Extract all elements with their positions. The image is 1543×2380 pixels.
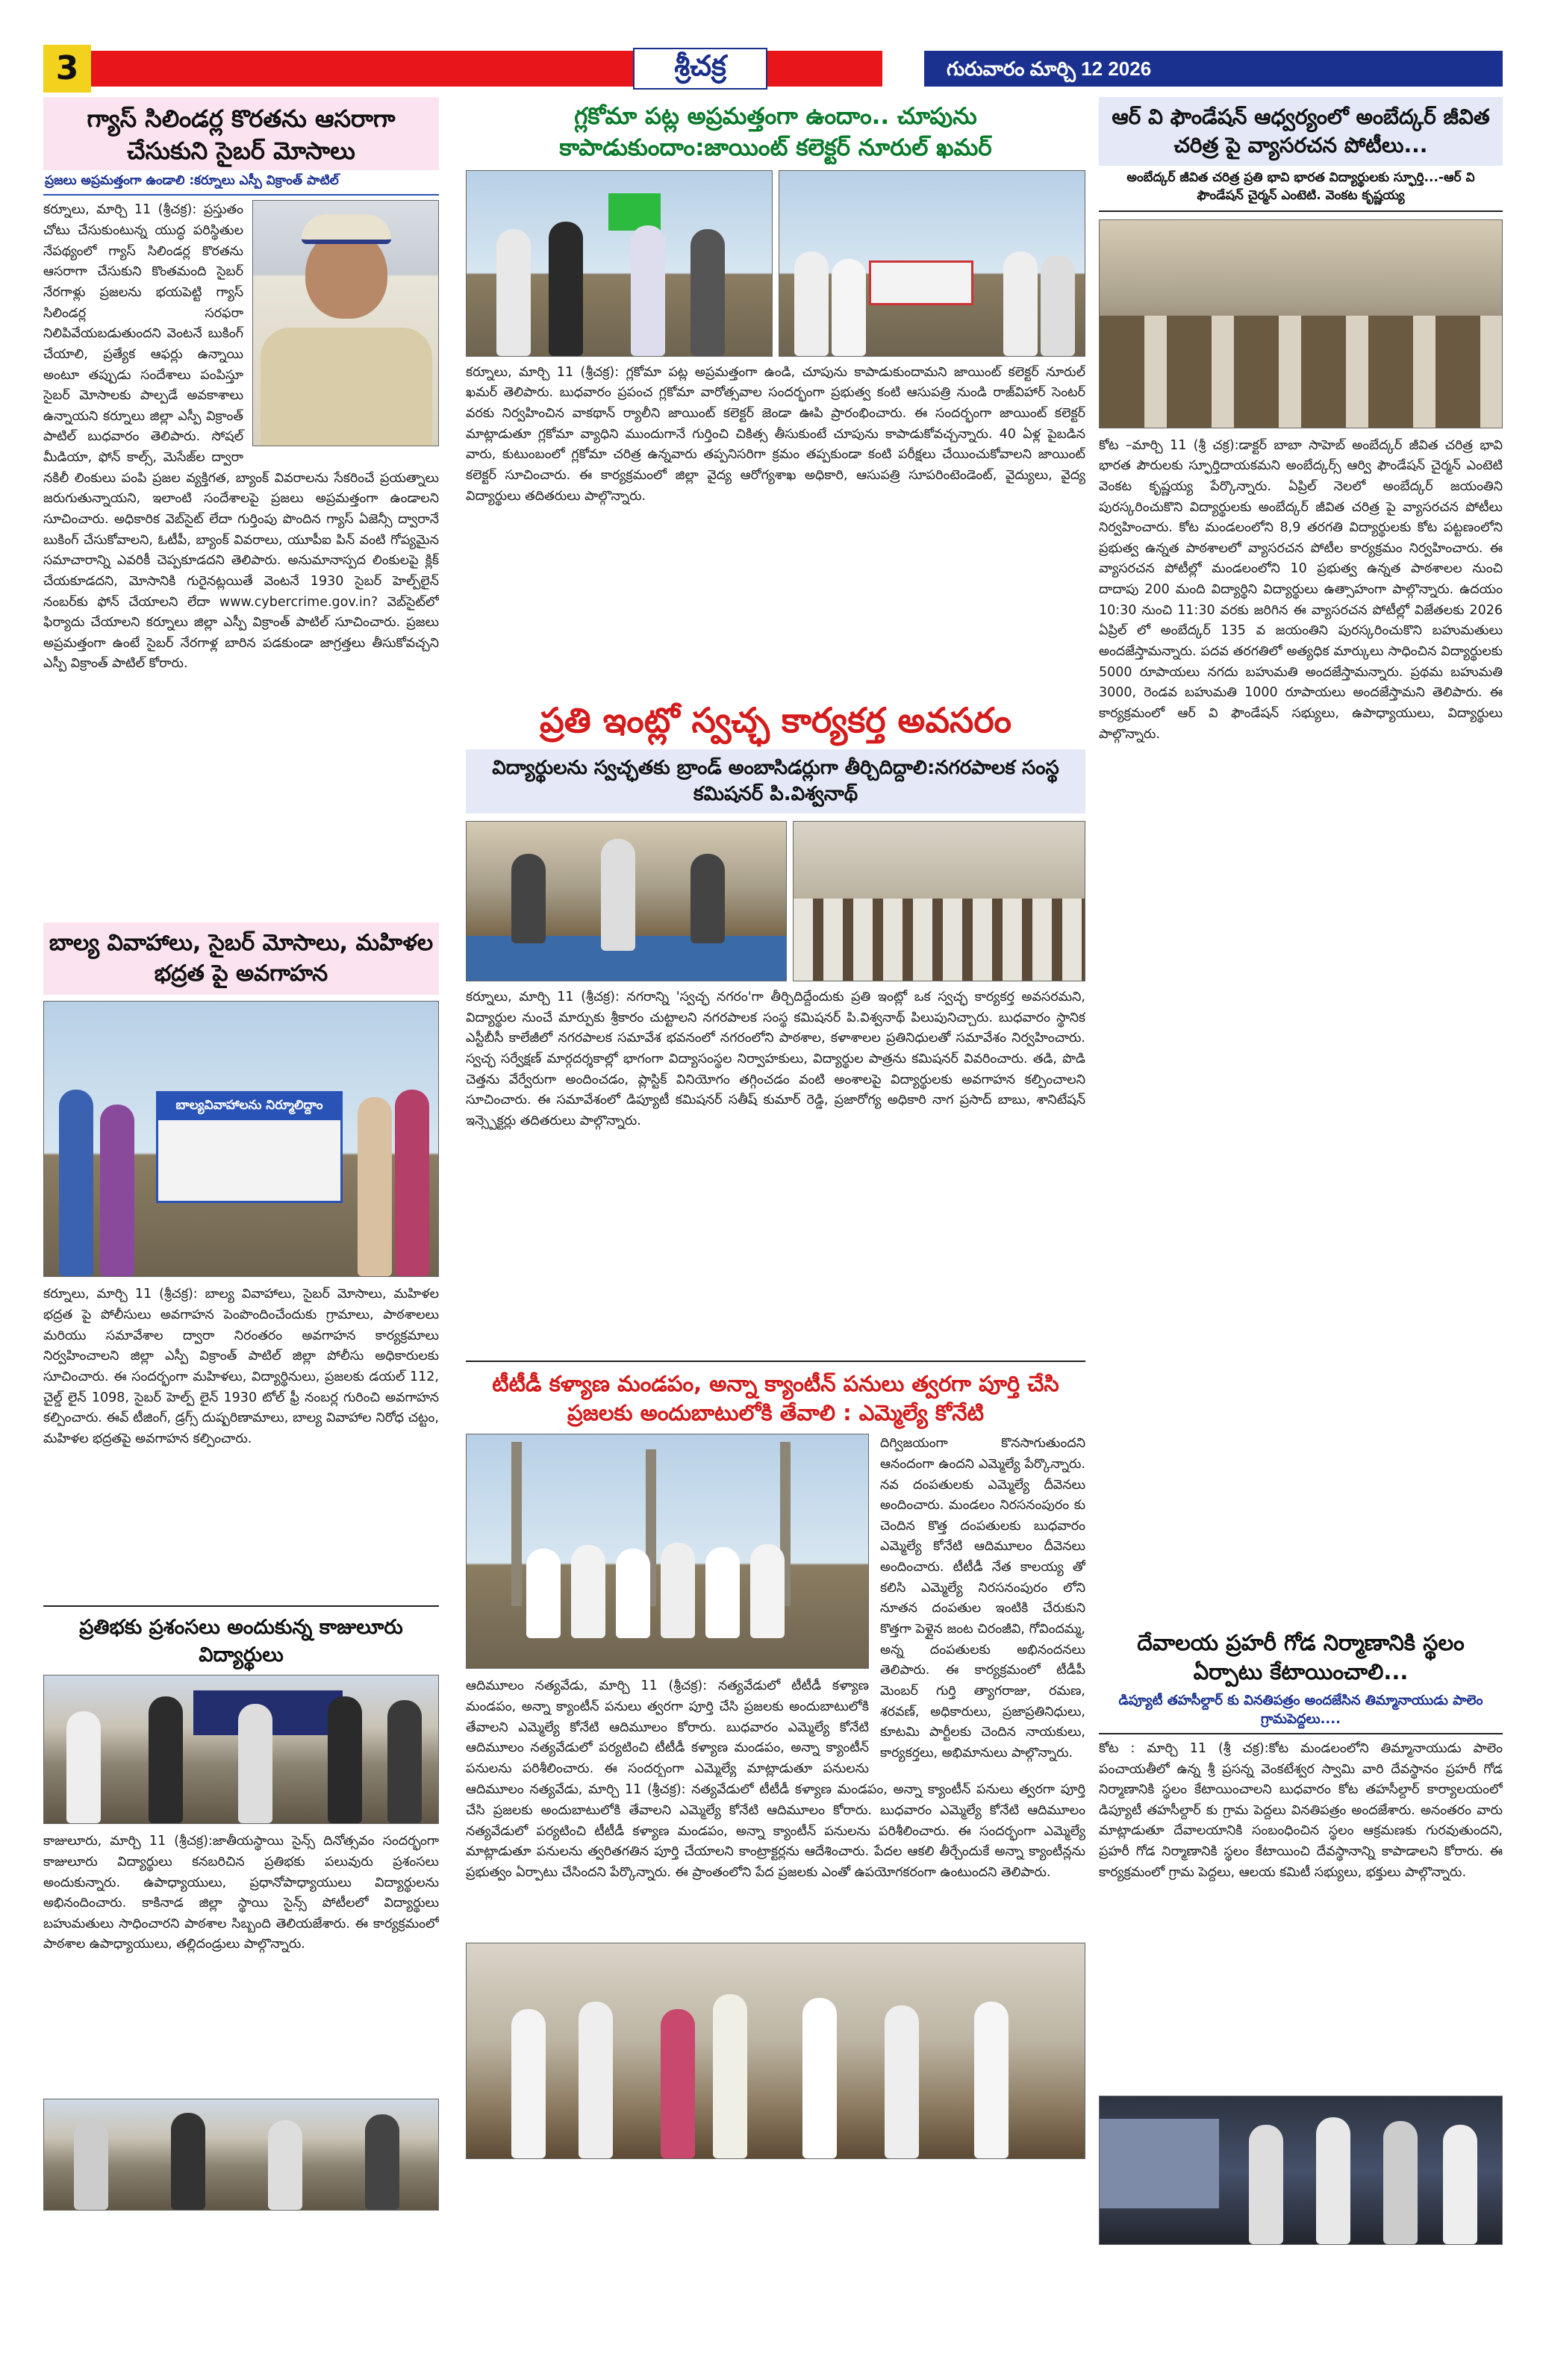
mla-group-person — [705, 1547, 740, 1638]
audience-rows — [794, 899, 1085, 981]
walkathon-photo — [779, 170, 1085, 357]
walker-person — [794, 252, 829, 356]
blessing-person — [802, 1998, 837, 2158]
essay-competition-photo — [1099, 219, 1503, 428]
award-person — [268, 2120, 302, 2210]
right-story1-subhead: అంబేద్కర్ జీవిత చరిత్ర ప్రతి భావి భారత విద్యార్థులకు స్ఫూర్తి...-ఆర్ వి ఫౌండేషన్ చైర్మన్ ఎంటెటి. వెంకట కృష్ణయ్య — [1099, 166, 1503, 212]
classroom-desks — [1100, 316, 1502, 428]
award-person — [66, 1711, 101, 1823]
blessing-person — [511, 2009, 546, 2158]
walker-person — [832, 259, 866, 356]
rally-banner-text: బాల్యవివాహాలను నిర్మూలిద్దాం — [158, 1093, 340, 1120]
groom-person — [713, 1994, 747, 2158]
award-person — [149, 1696, 183, 1823]
award-person — [171, 2113, 205, 2210]
award-person — [387, 1700, 422, 1823]
meeting-dais-photo — [466, 821, 787, 981]
bride-person — [661, 2009, 695, 2158]
blessing-person — [579, 2002, 613, 2158]
left-story3-headline: ప్రతిభకు ప్రశంసలు అందుకున్న కాజులూరు విద్యార్థులు — [43, 1605, 439, 1675]
left-story1-block — [43, 200, 439, 916]
left-story3-body: కాజులూరు, మార్చి 11 (శ్రీచక్ర):జాతీయస్థాయి సైన్స్ దినోత్సవం సందర్భంగా కాజులూరు విద్యార్థులు కనబరిచిన ప్రతిభకు పలువురు ప్రశంసలు అందుకున్నారు. ఉపాధ్యాయులు, ప్రధానోపాధ్యాయులు విద్యార్థులను అభినందించారు. కాకినాడ జిల్లా స్థాయి సైన్స్ పోటీలలో విద్యార్థులు బహుమతులు సాధించారని పాఠశాల సిబ్బంది తెలియజేశారు. ఈ కార్యక్రమంలో పాఠశాల ఉపాధ్యాయులు, తల్లిదండ్రులు పాల్గొన్నారు. — [43, 1834, 439, 1952]
newspaper-logo — [633, 48, 767, 90]
rally-person — [59, 1090, 93, 1276]
officials-person — [691, 229, 725, 356]
pillar-shape — [511, 1442, 522, 1606]
officials-person — [631, 225, 665, 356]
mla-group-person — [571, 1545, 605, 1638]
newspaper-logo-text: శ్రీచక్ర — [674, 48, 726, 82]
rally-person — [395, 1090, 429, 1276]
petition-person — [1443, 2125, 1477, 2244]
left-story2-body: కర్నూలు, మార్చి 11 (శ్రీచక్ర): బాల్య వివాహాలు, సైబర్ మోసాలు, మహిళల భద్రత పై పోలీసులు అవగాహన పెంపొందించేందుకు గ్రామాలు, పాఠశాలలు మరియు సమావేశాల ద్వారా నిరంతరం అవగాహన కార్యక్రమాలు నిర్వహించాలని జిల్లా ఎస్పీ విక్రాంత్ పాటిల్ జిల్లా పోలీసు అధికారులకు సూచించారు. ఈ సందర్భంగా మహిళలు, విద్యార్థినులు, ప్రజలకు డయల్ 112, చైల్డ్ లైన్ 1098, సైబర్ హెల్ప్ లైన్ 1930 టోల్ ఫ్రీ నంబర్ల గురించి అవగాహన కల్పించారు. ఈవ్ టీజింగ్, డ్రగ్స్ దుష్పరిణామాలు, బాల్య వివాహాల నిరోధ చట్టం, మహిళల భద్రతపై అవగాహన కల్పించారు. — [43, 1287, 439, 1446]
mid-story3-body-bottom-a: ఆదిమూలం నత్యవేడు, మార్చి 11 (శ్రీచక్ర): నత్యవేడులో టీటీడీ కళ్యాణ మండపం, అన్నా క్యాంటీన్ పనులు త్వరగా పూర్తి చేసి ప్రజలకు అందుబాటులోకి తేవాలని ఎమ్మెల్యే కోనేటి ఆదిమూలం కోరారు. బుధవారం ఎమ్మెల్యే కోనేటి ఆదిమూలం నత్యవేడులో పర్యటించి టీటీడీ కళ్యాణ మండపం, అన్నా క్యాంటీన్ పనులను పరిశీలించారు. ఈ సందర్భంగా ఎమ్మెల్యే మాట్లాడుతూ పనులను — [466, 1678, 869, 1776]
dais-person — [511, 854, 546, 943]
meeting-audience-photo — [793, 821, 1085, 981]
award-person — [365, 2114, 399, 2210]
left-story2-header — [43, 922, 439, 995]
right-story1-body: కోట –మార్చి 11 (శ్రీ చక్ర):డాక్టర్ బాబా సాహెబ్ అంబేద్కర్ జీవిత చరిత్ర భావి భారత పౌరులకు స్ఫూర్తిదాయకమని అంబేద్కర్స్ ఆర్వి ఫౌండేషన్ చైర్మన్ ఎంటెటి వెంకట కృష్ణయ్య పేర్కొన్నారు. ఏప్రిల్ నెలలో అంబేద్కర్ జయంతిని పురస్కరించుకొని విద్యార్థులకు అంబేద్కర్ జీవిత చరిత్ర పై వ్యాసరచన పోటీలు నిర్వహించారు. కోట మండలంలోని 8,9 తరగతి విద్యార్థులకు కోట పట్టణంలోని ప్రభుత్వ ఉన్నత పాఠశాలలో వ్యాసరచన పోటీల కార్యక్రమం నిర్వహించారు. ఈ వ్యాసరచన పోటీల్లో మండలంలోని 10 ప్రభుత్వ ఉన్నత పాఠశాలల నుంచి దాదాపు 200 మంది విద్యార్థిని విద్యార్థులు ఉత్సాహంగా పాల్గొన్నారు. ఉదయం 10:30 నుంచి 11:30 వరకు జరిగిన ఈ వ్యాసరచన పోటీల్లో విజేతలకు 2026 ఏప్రిల్ లో అంబేద్కర్ 135 వ జయంతిని పురస్కరించుకొని బహుమతులు అందజేస్తామన్నారు. పదవ తరగతిలో అత్యధిక మార్కులు సాధించిన విద్యార్థులకు 5000 రూపాయలు నగదు బహుమతి అందజేస్తామన్నారు. ప్రథమ బహుమతి 3000, రెండవ బహుమతి 1000 రూపాయలు అందజేస్తామని తెలిపారు. ఈ కార్యక్రమంలో ఆర్ వి ఫౌండేషన్ సభ్యులు, ఉపాధ్యాయులు, విద్యార్థులు పాల్గొన్నారు. — [1099, 437, 1503, 742]
rally-banner — [156, 1091, 343, 1203]
officials-person — [549, 222, 583, 356]
right-story2-headline: దేవాలయ ప్రహరీ గోడ నిర్మాణానికి స్థలం ఏర్పాటు కేటాయించాలి... — [1137, 1629, 1465, 1684]
left-story2-headline: బాల్య వివాహాలు, సైబర్ మోసాలు, మహిళల భద్రత పై అవగాహన — [49, 930, 434, 987]
mid-story3-block — [466, 1434, 1085, 1777]
walker-person — [1041, 255, 1075, 356]
glaucoma-photos — [466, 170, 1085, 357]
mla-group-person — [616, 1549, 650, 1638]
mid-story2-subhead: విద్యార్థులను స్వచ్ఛతకు బ్రాండ్ అంబాసిడర్లుగా తీర్చిదిద్దాలి:నగరపాలక సంస్థ కమిషనర్ పి.విశ్వనాథ్ — [466, 749, 1085, 813]
walkathon-banner — [869, 260, 973, 305]
right-column — [1099, 97, 1503, 2245]
middle-column — [466, 97, 1085, 2159]
blessing-person — [974, 2002, 1009, 2158]
rally-person — [100, 1105, 134, 1276]
right-story2-body: కోట : మార్చి 11 (శ్రీ చక్ర):కోట మండలంలోని తిమ్మానాయుడు పాలెం పంచాయతీలో ఉన్న శ్రీ ప్రసన్న వెంకటేశ్వర స్వామి వారి దేవస్థానం ప్రహరీ గోడ నిర్మాణానికి స్థలం కేటాయించాలని బుధవారం కోట తహసీల్దార్ కార్యాలయంలో డిప్యూటీ తహసీల్దార్ కు గ్రామ పెద్దలు వినతిపత్రం అందజేశారు. అనంతరం వారు మాట్లాడుతూ దేవాలయానికి సంబంధించిన స్థలం ఆక్రమణకు గురవుతుందని, ప్రహరీ గోడ నిర్మాణానికి స్థలం కేటాయించి దేవస్థానాన్ని కాపాడాలని కోరారు. ఈ కార్యక్రమంలో గ్రామ పెద్దలు, ఆలయ కమిటీ సభ్యులు, భక్తులు పాల్గొన్నారు. — [1099, 1740, 1503, 1880]
left-column — [43, 97, 439, 2211]
petition-person — [1383, 2121, 1418, 2244]
dais-person — [691, 854, 725, 943]
right-story2-subhead: డిప్యూటీ తహసీల్దార్ కు వినతిపత్రం అందజేసిన తిమ్మానాయుడు పాలెం గ్రామపెద్దలు.... — [1099, 1690, 1503, 1734]
mla-group-person — [750, 1544, 785, 1638]
award-person — [328, 1696, 362, 1823]
dais-person — [601, 839, 635, 951]
left-story1-byline: ప్రజలు అప్రమత్తంగా ఉండాలి :కర్నూలు ఎస్పీ విక్రాంత్ పాటిల్ — [43, 170, 439, 196]
left-story1-header — [43, 97, 439, 170]
left-story1-headline: గ్యాస్ సిలిండర్ల కొరతను ఆసరాగా చేసుకుని సైబర్ మోసాలు — [87, 104, 396, 166]
petition-person — [1316, 2117, 1350, 2244]
mid-story3-headline: టీటీడీ కళ్యాణ మండపం, అన్నా క్యాంటీన్ పనులు త్వరగా పూర్తి చేసి ప్రజలకు అందుబాటులోకి తేవాలి : ఎమ్మెల్యే కోనేటి — [466, 1361, 1085, 1434]
walker-person — [1003, 252, 1038, 356]
blessing-person — [885, 2005, 919, 2158]
mid-story3-body-right: దిగ్విజయంగా కొనసాగుతుందని ఆనందంగా ఉందని ఎమ్మెల్యే పేర్కొన్నారు. నవ దంపతులకు ఎమ్మెల్యే దీవెనలు అందించారు. మండలం నిరసనంపురం కు చెందిన కొత్త దంపతులకు బుధవారం ఎమ్మెల్యే కోనేటి ఆదిమూలం దీవెనలు అందించారు. టీటీడీ నేత కాలయ్య తో కలిసి ఎమ్మెల్యే నిరసనంపురం లోని నూతన దంపతుల ఇంటికి చేరుకుని కొత్తగా పెళ్లైన జంట చిరంజీవి, గోవిందమ్మ, అన్న దంపతులకు అభినందనలు తెలిపారు. ఈ కార్యక్రమంలో టీడీపీ మెంబర్ గుర్తి త్యాగరాజు, రమణ, శరవణ్, అధికారులు, ప్రజాప్రతినిధులు, కూటమి పార్టీలకు చెందిన నాయకులు, కార్యకర్తలు, అభిమానులు పాల్గొన్నారు. — [880, 1436, 1085, 1761]
masthead — [43, 45, 1503, 93]
officials-person — [496, 229, 531, 356]
mla-group-person — [661, 1543, 695, 1638]
flag-off-photo — [466, 170, 773, 357]
right-story1-headline: ఆర్ వి ఫౌండేషన్ ఆధ్వర్యంలో అంబేద్కర్ జీవిత చరిత్ర పై వ్యాసరచన పోటీలు... — [1112, 104, 1490, 157]
mid-story2-headline: ప్రతి ఇంట్లో స్వచ్ఛ కార్యకర్త అవసరం — [540, 699, 1011, 740]
petition-handover-photo — [1099, 2096, 1503, 2245]
green-flag — [608, 193, 661, 231]
students-award-photo-1 — [43, 1675, 439, 1824]
petition-person — [1249, 2125, 1283, 2244]
newlyweds-blessing-photo — [466, 1943, 1085, 2159]
right-story1-header — [1099, 97, 1503, 166]
left-story1-body — [43, 200, 439, 909]
construction-site-photo — [466, 1434, 869, 1669]
mla-group-person — [526, 1549, 561, 1638]
mid-story3-body-bottom: ఆదిమూలం నత్యవేడు, మార్చి 11 (శ్రీచక్ర): నత్యవేడులో టీటీడీ కళ్యాణ మండపం, అన్నా క్యాంటీన్ పనులు త్వరగా పూర్తి చేసి ప్రజలకు అందుబాటులోకి తేవాలని ఎమ్మెల్యే కోనేటి ఆదిమూలం కోరారు. బుధవారం ఎమ్మెల్యే కోనేటి ఆదిమూలం నత్యవేడులో పర్యటించి టీటీడీ కళ్యాణ మండపం, అన్నా క్యాంటీన్ పనులను పరిశీలించారు. ఈ సందర్భంగా ఎమ్మెల్యే మాట్లాడుతూ పనులను త్వరితగతిన పూర్తి చేయాలని కాంట్రాక్టర్లను ఆదేశించారు. పేదల ఆకలి తీర్చేందుకే అన్నా క్యాంటీన్లను ప్రభుత్వం ఏర్పాటు చేసిందని పేర్కొన్నారు. ఈ ప్రాంతంలోని పేద ప్రజలకు ఎంతో ఉపయోగకరంగా ఉంటుందని తెలిపారు. — [466, 1782, 1085, 1880]
award-person — [238, 1704, 272, 1823]
rally-person — [358, 1097, 392, 1276]
mid-story1-headline: గ్లకోమా పట్ల అప్రమత్తంగా ఉందాం.. చూపును కాపాడుకుందాం:జాయింట్ కలెక్టర్ నూరుల్ ఖమర్ — [559, 103, 992, 161]
students-award-photo-2 — [43, 2099, 439, 2211]
mid-story2-body: కర్నూలు, మార్చి 11 (శ్రీచక్ర): నగరాన్ని 'స్వచ్ఛ నగరం'గా తీర్చిదిద్దేందుకు ప్రతి ఇంట్లో ఒక స్వచ్ఛ కార్యకర్త అవసరమని, విద్యార్థుల నుంచే మార్పుకు శ్రీకారం చుట్టాలని నగరపాలక సంస్థ కమిషనర్ పి.విశ్వనాథ్ పిలుపునిచ్చారు. బుధవారం స్థానిక ఎస్టీబీసీ కాలేజీలో నగరపాలక సమావేశ భవనంలో నగరంలోని పాఠశాల, కళాశాలల ప్రతినిధులతో సమావేశం నిర్వహించారు. స్వచ్ఛ సర్వేక్షణ్ మార్గదర్శకాల్లో భాగంగా విద్యాసంస్థల నిర్వాహకులు, విద్యార్థుల పాత్రను కమిషనర్ వివరించారు. తడి, పొడి చెత్తను వేర్వేరుగా అందించడం, ప్లాస్టిక్ వినియోగం తగ్గించడం వంటి అంశాలపై విద్యార్థులకు అవగాహన కల్పించాలని సూచించారు. ఈ సమావేశంలో డిప్యూటీ కమిషనర్ సతీష్ కుమార్ రెడ్డి, ప్రజారోగ్య అధికారి నాగ ప్రసాద్ బాబు, శానిటేషన్ ఇన్స్పెక్టర్లు తదితరులు పాల్గొన్నారు. — [466, 989, 1085, 1128]
issue-date: గురువారం మార్చి 12 2026 — [924, 51, 1503, 87]
page-number: 3 — [43, 45, 91, 93]
award-person — [74, 2120, 108, 2210]
commissioner-meeting-photos — [466, 821, 1085, 981]
left-story1-text: కర్నూలు, మార్చి 11 (శ్రీచక్ర): ప్రస్తుతం చోటు చేసుకుంటున్న యుద్ధ పరిస్థితుల నేపథ్యంలో గ్యాస్ సిలిండర్ల కొరతను ఆసరాగా చేసుకుని కొంతమంది సైబర్ నేరగాళ్లు ప్రజలను భయపెట్టి గ్యాస్ సిలిండర్ల సరఫరా నిలిపివేయబడుతుందని వెంటనే బుకింగ్ చేయాలి, ప్రత్యేక ఆఫర్లు ఉన్నాయి అంటూ తప్పుడు సందేశాలు పంపిస్తూ సైబర్ మోసాలకు పాల్పడే అవకాశాలు ఉన్నాయని కర్నూలు జిల్లా ఎస్పీ విక్రాంత్ పాటిల్ బుధవారం తెలిపారు. సోషల్ మీడియా, ఫోన్ కాల్స్, మెసేజ్‌ల ద్వారా నకిలీ లింకులు పంపి ప్రజల వ్యక్తిగత, బ్యాంక్ వివరాలను సేకరించే ప్రయత్నాలు జరుగుతున్నాయని, ఇలాంటి సందేశాలపై ప్రజలు అప్రమత్తంగా ఉండాలని సూచించారు. అధికారిక వెబ్‌సైట్ లేదా గుర్తింపు పొందిన గ్యాస్ ఏజెన్సీ ద్వారానే బుకింగ్ చేసుకోవాలని, ఓటీపీ, బ్యాంక్ వివరాలు, యూపీఐ పిన్ వంటి గోప్యమైన సమాచారాన్ని ఎవరికీ చెప్పకూడదని తెలిపారు. అనుమానాస్పద లింకులపై క్లిక్ చేయకూడదని, మోసానికి గురైనట్లయితే వెంటనే 1930 సైబర్ హెల్ప్‌లైన్ నంబర్‌కు ఫోన్ చేయాలని లేదా www.cybercrime.gov.in? వెబ్‌సైట్‌లో ఫిర్యాదు చేయాలని కర్నూలు జిల్లా ఎస్పీ విక్రాంత్ పాటిల్ సూచించారు. ప్రజలు అప్రమత్తంగా ఉంటే సైబర్ నేరగాళ్ల బారిన పడకుండా జాగ్రత్తలు తీసుకోవచ్చని ఎస్పీ విక్రాంత్ పాటిల్ కోరారు. — [43, 202, 439, 672]
office-window — [1100, 2119, 1219, 2208]
mid-story1-body: కర్నూలు, మార్చి 11 (శ్రీచక్ర): గ్లకోమా పట్ల అప్రమత్తంగా ఉండి, చూపును కాపాడుకుందామని జాయింట్ కలెక్టర్ నూరుల్ ఖమర్ తెలిపారు. బుధవారం ప్రపంచ గ్లకోమా వారోత్సవాల సందర్భంగా ప్రభుత్వ కంటి ఆసుపత్రి నుండి రాజ్‌విహార్ సెంటర్ వరకు నిర్వహించిన వాకథాన్ ర్యాలీని జాయింట్ కలెక్టర్ జెండా ఊపి ప్రారంభించారు. ఈ సందర్భంగా జాయింట్ కలెక్టర్ మాట్లాడుతూ గ్లకోమా వ్యాధిని ముందుగానే గుర్తించి చికిత్స తీసుకుంటే చూపును కాపాడుకోవచ్చన్నారు. 40 ఏళ్ల పైబడిన వారు, కుటుంబంలో గ్లకోమా చరిత్ర ఉన్నవారు తప్పనిసరిగా క్రమం తప్పకుండా కంటి పరీక్షలు చేయించుకోవాలని జాయింట్ కలెక్టర్ సూచించారు. ఈ కార్యక్రమంలో జిల్లా వైద్య ఆరోగ్యశాఖ అధికారి, ఆసుపత్రి సూపరింటెండెంట్, వైద్యులు, వైద్య విద్యార్థులు తదితరులు పాల్గొన్నారు. — [466, 364, 1085, 504]
left-story1-float-spacer — [243, 200, 439, 451]
awareness-rally-photo — [43, 1001, 439, 1277]
